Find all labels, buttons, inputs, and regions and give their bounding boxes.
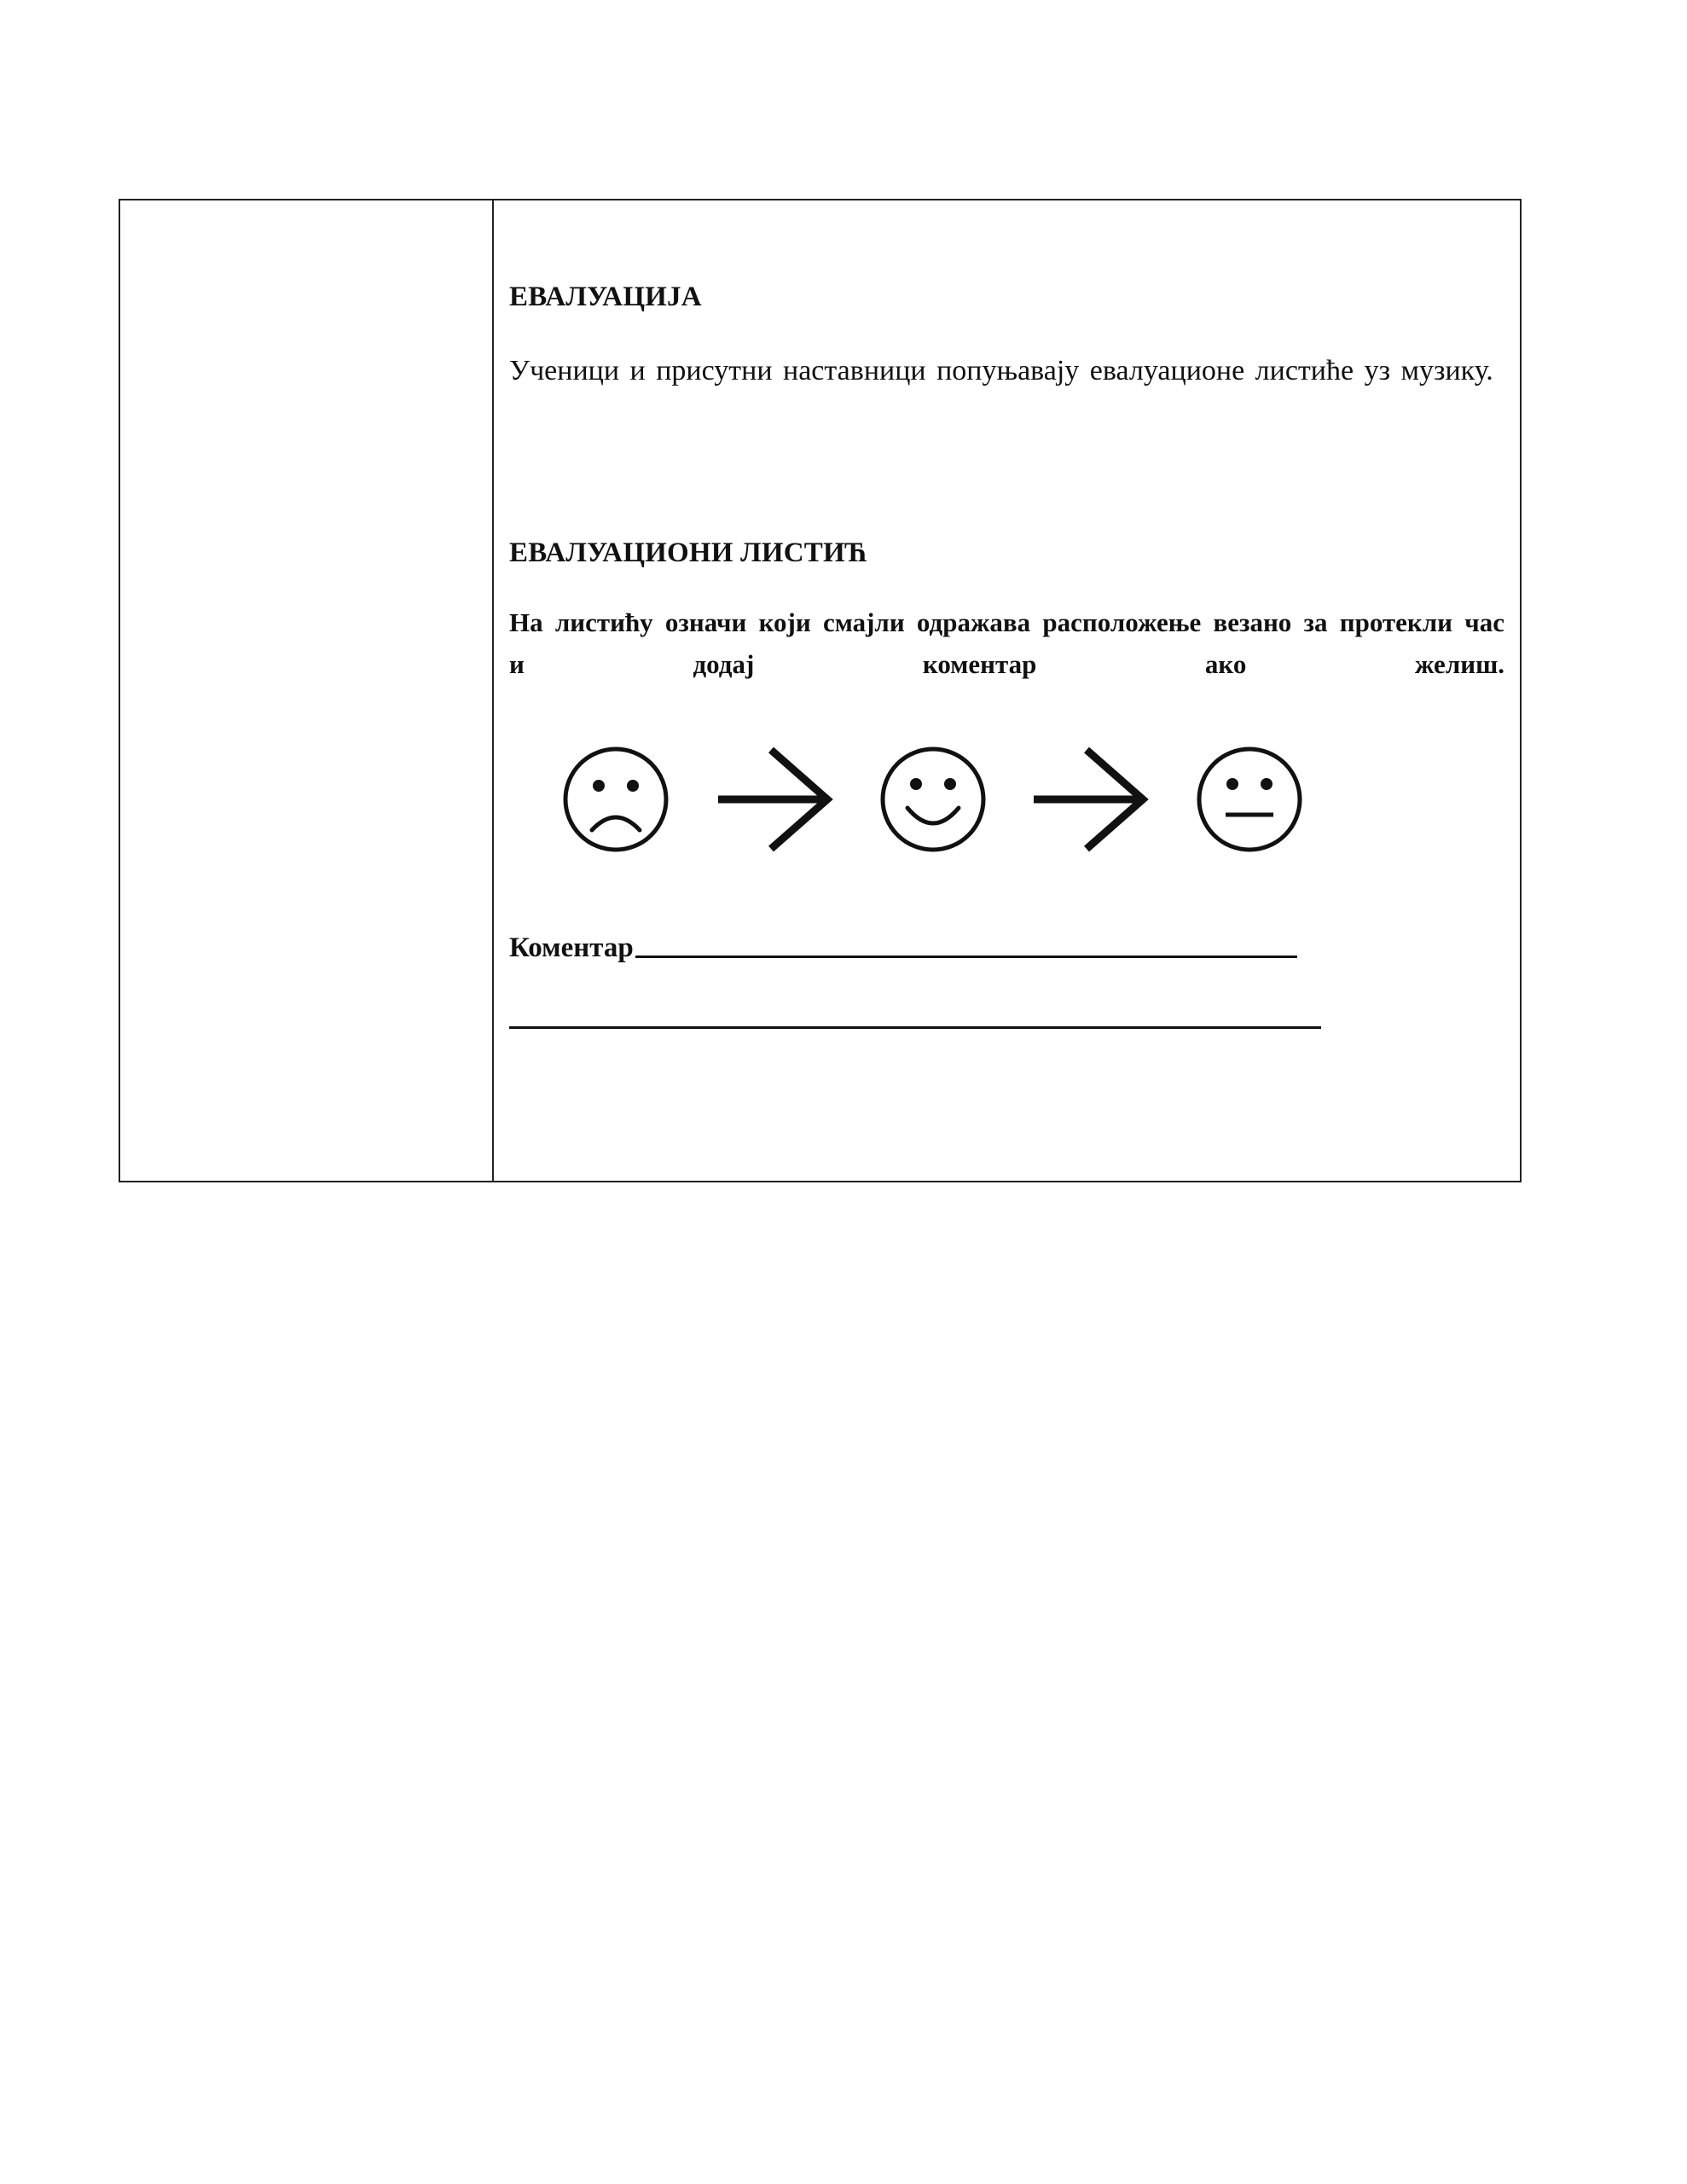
comment-field[interactable]	[509, 932, 1297, 964]
evaluation-text: Ученици и присутни наставници попуњавају евалуационе листиће уз музику.	[509, 355, 1493, 386]
smiley-face-icon	[883, 749, 983, 850]
table-right-cell	[494, 200, 1520, 1181]
lesson-table	[119, 199, 1522, 1182]
sheet-instructions: На листићу означи који смајли одражава расположење везано за протекли час и додај коментар ако желиш.	[509, 607, 1504, 679]
comment-label: Коментар	[509, 932, 634, 963]
arrow-right-icon	[718, 750, 827, 849]
arrow-right-icon	[1034, 750, 1143, 849]
mood-sequence-graphic	[560, 738, 1328, 857]
table-left-cell	[120, 200, 494, 1181]
comment-underline	[635, 956, 1297, 958]
neutral-face-icon	[1199, 749, 1300, 850]
sad-face-icon	[565, 749, 666, 850]
evaluation-heading: ЕВАЛУАЦИЈА	[509, 282, 702, 312]
evaluation-sheet-heading: ЕВАЛУАЦИОНИ ЛИСТИЋ	[509, 537, 868, 568]
mood-sequence	[560, 738, 1328, 857]
comment-second-line[interactable]	[509, 1026, 1321, 1029]
